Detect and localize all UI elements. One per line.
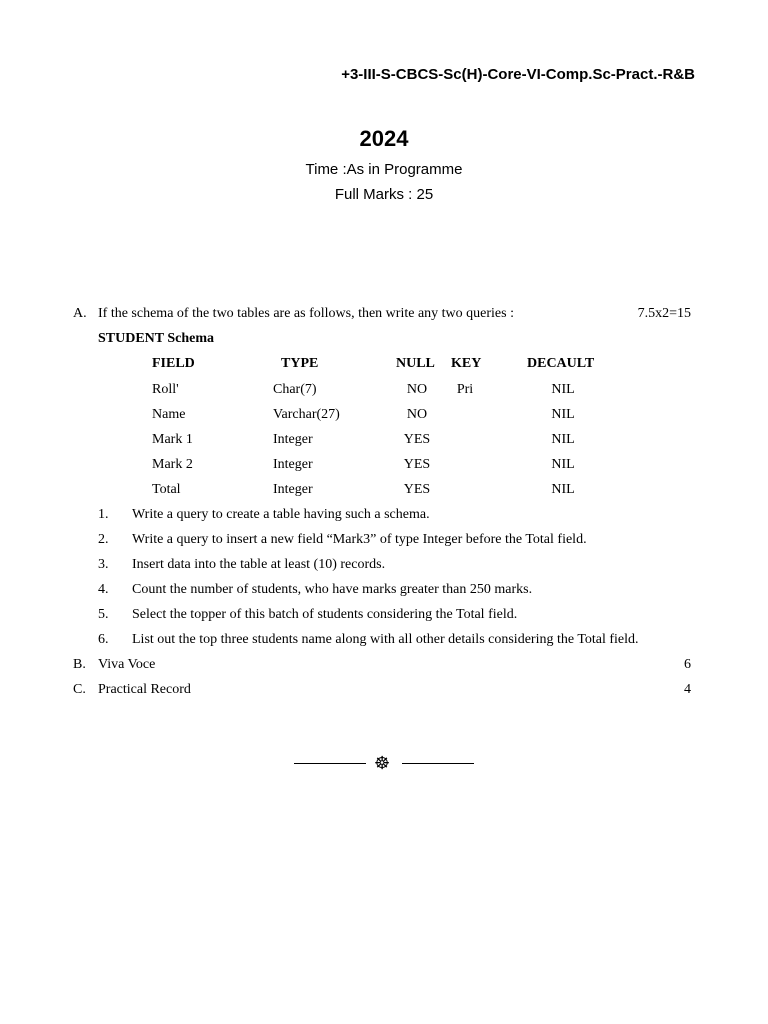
table-cell-null: YES <box>403 457 431 472</box>
divider-right-line <box>402 763 474 764</box>
table-cell-type: Varchar(27) <box>273 407 340 422</box>
question-number: 4. <box>98 582 109 597</box>
question-number: 3. <box>98 557 109 572</box>
table-cell-field: Mark 1 <box>152 432 193 447</box>
section-c-letter: C. <box>73 682 86 697</box>
section-b-letter: B. <box>73 657 86 672</box>
paper-code: +3-III-S-CBCS-Sc(H)-Core-VI-Comp.Sc-Pract.-R&B <box>341 66 695 83</box>
table-cell-field: Total <box>152 482 181 497</box>
table-cell-type: Integer <box>273 457 313 472</box>
table-cell-default: NIL <box>551 407 575 422</box>
table-cell-field: Name <box>152 407 186 422</box>
question-text: Count the number of students, who have marks greater than 250 marks. <box>132 582 533 597</box>
schema-title: STUDENT Schema <box>98 331 215 346</box>
question-number: 6. <box>98 632 109 647</box>
section-a-marks: 7.5x2=15 <box>637 306 691 321</box>
column-header-null: NULL <box>396 356 435 371</box>
column-header-default: DECAULT <box>527 356 595 371</box>
question-number: 5. <box>98 607 109 622</box>
table-cell-type: Integer <box>273 482 313 497</box>
column-header-type: TYPE <box>281 356 319 371</box>
divider-left-line <box>294 763 366 764</box>
full-marks: Full Marks : 25 <box>334 186 434 203</box>
question-text: Write a query to create a table having such a schema. <box>132 507 430 522</box>
exam-year: 2024 <box>359 126 409 151</box>
table-cell-key: Pri <box>456 382 474 397</box>
section-a-letter: A. <box>73 306 87 321</box>
section-c-marks: 4 <box>684 682 691 697</box>
table-cell-default: NIL <box>551 457 575 472</box>
question-text: Insert data into the table at least (10) records. <box>132 557 386 572</box>
column-header-key: KEY <box>451 356 482 371</box>
table-cell-null: NO <box>406 407 428 422</box>
question-text: List out the top three students name along with all other details considering the Total field. <box>132 632 639 647</box>
section-b-title: Viva Voce <box>98 657 156 672</box>
table-cell-field: Roll' <box>152 382 179 397</box>
dharma-wheel-icon: ☸ <box>374 753 391 774</box>
section-c-title: Practical Record <box>98 682 191 697</box>
question-text: Write a query to insert a new field “Mark3” of type Integer before the Total field. <box>132 532 587 547</box>
question-text: Select the topper of this batch of students considering the Total field. <box>132 607 518 622</box>
table-cell-null: NO <box>406 382 428 397</box>
column-header-field: FIELD <box>152 356 195 371</box>
section-a-question: If the schema of the two tables are as follows, then write any two queries : <box>98 306 514 321</box>
table-cell-default: NIL <box>551 382 575 397</box>
table-cell-null: YES <box>403 482 431 497</box>
question-number: 2. <box>98 532 109 547</box>
section-b-marks: 6 <box>684 657 691 672</box>
exam-time: Time :As in Programme <box>305 161 463 178</box>
table-cell-default: NIL <box>551 432 575 447</box>
table-cell-null: YES <box>403 432 431 447</box>
table-cell-type: Integer <box>273 432 313 447</box>
table-cell-default: NIL <box>551 482 575 497</box>
table-cell-type: Char(7) <box>273 382 317 397</box>
table-cell-field: Mark 2 <box>152 457 193 472</box>
question-number: 1. <box>98 507 109 522</box>
